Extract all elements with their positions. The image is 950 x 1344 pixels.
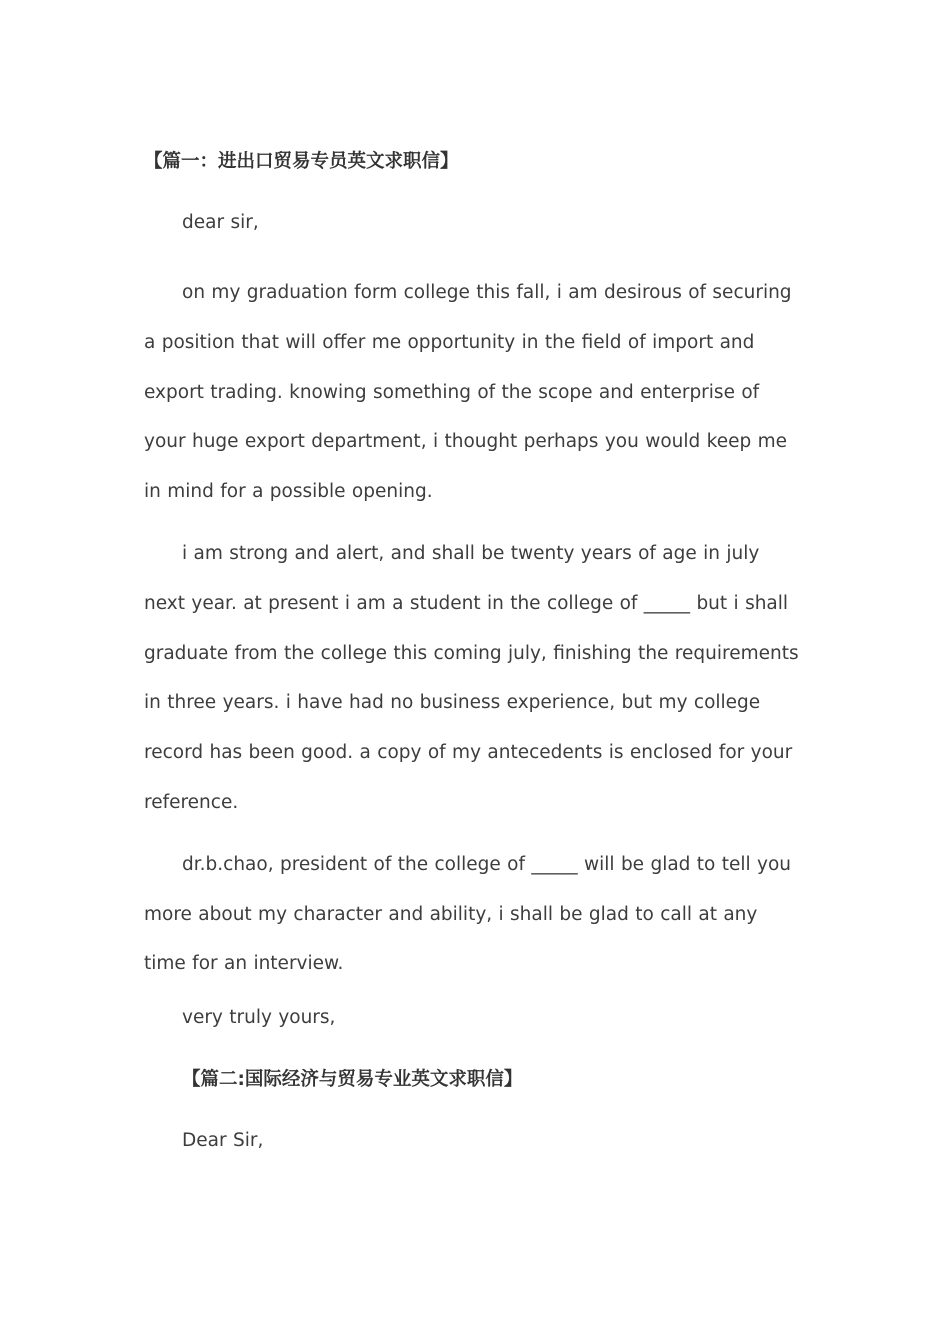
section-1-closing: very truly yours, — [182, 1007, 336, 1029]
section-1-salutation: dear sir, — [182, 212, 259, 233]
section-1-paragraph-2: i am strong and alert, and shall be twenty years of age in july next year. at present i am a student in the college of _____ but i shall graduate from the college this coming july, finishing the requirements in three years. i have had no business experience, but my college record has been good. a copy of my antecedents is enclosed for your reference. — [144, 542, 799, 813]
section-2-salutation: Dear Sir, — [182, 1130, 264, 1152]
section-1-heading: 【篇一：进出口贸易专员英文求职信】 — [144, 151, 459, 172]
section-2-heading: 【篇二:国际经济与贸易专业英文求职信】 — [182, 1069, 523, 1091]
document-body — [144, 145, 804, 1186]
section-1-paragraph-3: dr.b.chao, president of the college of _____ will be glad to tell you more about my character and ability, i shall be glad to call at any time for an interview. — [144, 853, 792, 975]
section-1-paragraph-1: on my graduation form college this fall, i am desirous of securing a position that will offer me opportunity in the field of import and export trading. knowing something of the scope and enterprise of your huge export department, i thought perhaps you would keep me in mind for a possible opening. — [144, 282, 792, 503]
